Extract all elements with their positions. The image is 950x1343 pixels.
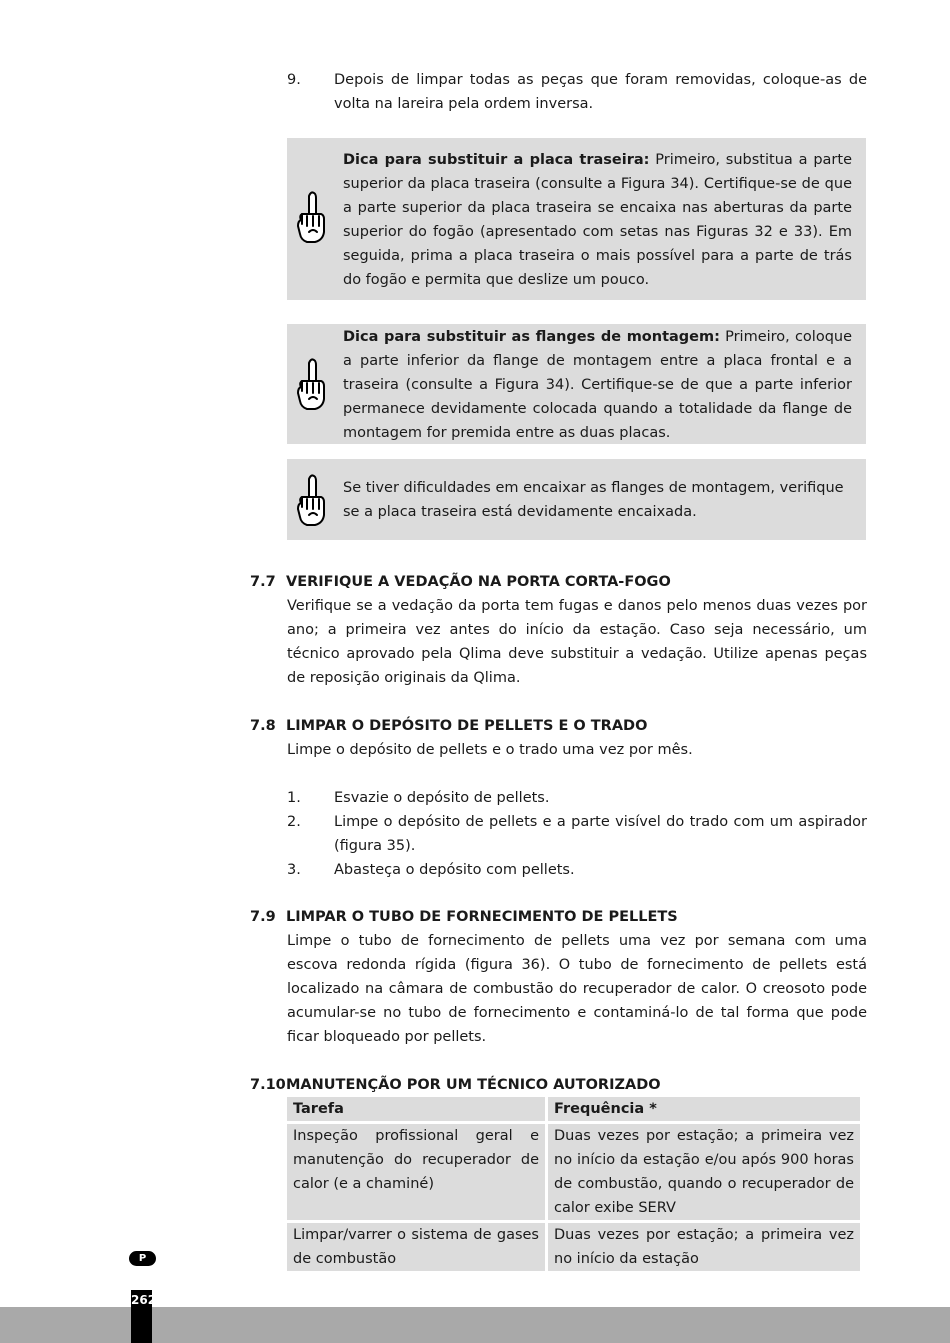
table-header-cell: Frequência * bbox=[548, 1097, 860, 1121]
tip-text bbox=[343, 476, 852, 524]
table-cell: Duas vezes por estação; a primeira vez no início da estação e/ou após 900 horas de combustão, quando o recuperador de calor exibe SERV bbox=[548, 1124, 860, 1220]
maintenance-table bbox=[284, 1094, 863, 1274]
section-body: Limpe o tubo de fornecimento de pellets uma vez por semana com uma escova redonda rígida (figura 36). O tubo de fornecimento de pellets está localizado na câmara de combustão do recuperador de calor. O creosoto pode acumular-se no tubo de fornecimento e contaminá-lo de tal forma que pode ficar bloqueado por pellets. bbox=[287, 933, 867, 1045]
pointing-hand-icon bbox=[293, 473, 329, 527]
step-text: Depois de limpar todas as peças que foram removidas, coloque-as de volta na lareira pela ordem inversa. bbox=[334, 72, 867, 112]
section-number: 7.8 bbox=[250, 718, 276, 734]
section-heading bbox=[250, 714, 647, 738]
tip-box-difficulty bbox=[287, 459, 866, 540]
section-heading bbox=[250, 905, 678, 929]
tip-text bbox=[343, 148, 852, 292]
tip-body: Primeiro, coloque a parte inferior da flange de montagem entre a placa frontal e a traseira (consulte a Figura 34). Certifique-se de que a parte inferior permanece devidamente colocada quando a totalidade da flange de montagem for premida entre as duas placas. bbox=[343, 329, 853, 441]
step-number: 1. bbox=[287, 790, 301, 806]
step-number: 3. bbox=[287, 862, 301, 878]
tip-title: Dica para substituir as flanges de montagem: bbox=[343, 329, 720, 345]
section-title: LIMPAR O DEPÓSITO DE PELLETS E O TRADO bbox=[286, 718, 648, 734]
section-title: MANUTENÇÃO POR UM TÉCNICO AUTORIZADO bbox=[286, 1077, 661, 1093]
section-number: 7.7 bbox=[250, 574, 276, 590]
table-cell: Inspeção profissional geral e manutenção do recuperador de calor (e a chaminé) bbox=[287, 1124, 545, 1220]
pointing-hand-icon bbox=[293, 190, 329, 244]
table-header-cell: Tarefa bbox=[287, 1097, 545, 1121]
table-cell: Limpar/varrer o sistema de gases de combustão bbox=[287, 1223, 545, 1271]
step-text: Esvazie o depósito de pellets. bbox=[334, 790, 550, 806]
pointing-hand-icon bbox=[293, 357, 329, 411]
language-badge: P bbox=[129, 1251, 156, 1266]
section-body: Verifique se a vedação da porta tem fugas e danos pelo menos duas vezes por ano; a primeira vez antes do início da estação. Caso seja necessário, um técnico aprovado pela Qlima deve substituir a vedação. Utilize apenas peças de reposição originais da Qlima. bbox=[287, 598, 867, 686]
step-number: 9. bbox=[287, 72, 301, 88]
section-number: 7.9 bbox=[250, 909, 276, 925]
table-cell: Duas vezes por estação; a primeira vez no início da estação bbox=[548, 1223, 860, 1271]
table-header-row bbox=[287, 1097, 860, 1121]
step-number: 2. bbox=[287, 814, 301, 830]
table-row bbox=[287, 1124, 860, 1220]
section-heading bbox=[250, 570, 671, 594]
tip-box-backplate bbox=[287, 138, 866, 300]
tip-body: Se tiver dificuldades em encaixar as flanges de montagem, verifique se a placa traseira está devidamente encaixada. bbox=[343, 480, 844, 520]
section-title: VERIFIQUE A VEDAÇÃO NA PORTA CORTA-FOGO bbox=[286, 574, 671, 590]
tip-box-flanges bbox=[287, 324, 866, 444]
step-text: Abasteça o depósito com pellets. bbox=[334, 862, 575, 878]
tip-body: Primeiro, substitua a parte superior da placa traseira (consulte a Figura 34). Certifique-se de que a parte superior da placa traseira se encaixa nas aberturas da parte superior do fogão (apresentado com setas nas Figuras 32 e 33). Em seguida, prima a placa traseira o mais possível para a parte de trás do fogão e permita que deslize um pouco. bbox=[343, 152, 852, 288]
section-body: Limpe o depósito de pellets e o trado uma vez por mês. bbox=[287, 742, 693, 758]
tip-title: Dica para substituir a placa traseira: bbox=[343, 152, 650, 168]
tip-text bbox=[343, 325, 852, 445]
section-number: 7.10 bbox=[250, 1077, 286, 1093]
page-number: 262 bbox=[131, 1293, 157, 1307]
step-text: Limpe o depósito de pellets e a parte visível do trado com um aspirador (figura 35). bbox=[334, 814, 867, 854]
table-row bbox=[287, 1223, 860, 1271]
section-title: LIMPAR O TUBO DE FORNECIMENTO DE PELLETS bbox=[286, 909, 678, 925]
